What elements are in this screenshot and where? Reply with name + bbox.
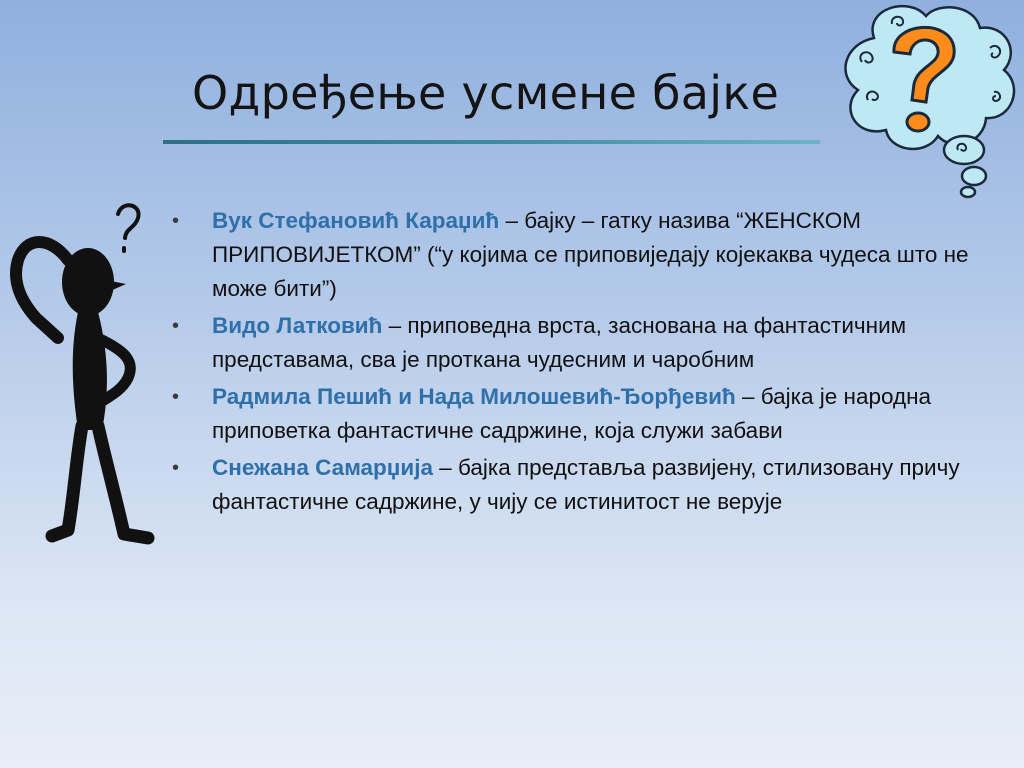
bullet-dot: • [172,315,180,337]
bullet-list [172,204,1002,522]
bullet-item [172,204,1002,306]
title-underline [163,140,820,144]
bullet-author: Вук Стефановић Караџић [212,208,500,233]
bullet-text: – бајка је народна приповетка фантастичне садржине, која служи забави [212,384,932,443]
bullet-dot: • [172,386,180,408]
bullet-text: – бајка представља развијену, стилизовану причу фантастичне садржине, у чију се истинитост не верује [212,455,960,514]
bullet-item [172,309,1002,377]
bullet-author: Видо Латковић [212,313,383,338]
bullet-item [172,451,1002,519]
question-cloud-icon [834,0,1024,200]
bullet-author: Радмила Пешић и Нада Милошевић-Ђорђевић [212,384,736,409]
bullet-text: – приповедна врста, заснована на фантастичним представама, сва је проткана чудесним и чаробним [212,313,907,372]
bullet-text: – бајку – гатку назива “ЖЕНСКОМ ПРИПОВИЈЕТКОМ” (“у којима се приповиједају којекаква чудеса што не може бити”) [212,208,969,301]
thinking-figure-icon [6,200,166,560]
bullet-dot: • [172,210,180,232]
slide-title: Одређење усмене бајке [192,66,780,120]
bullet-author: Снежана Самарџија [212,455,433,480]
bullet-dot: • [172,457,180,479]
bullet-item [172,380,1002,448]
